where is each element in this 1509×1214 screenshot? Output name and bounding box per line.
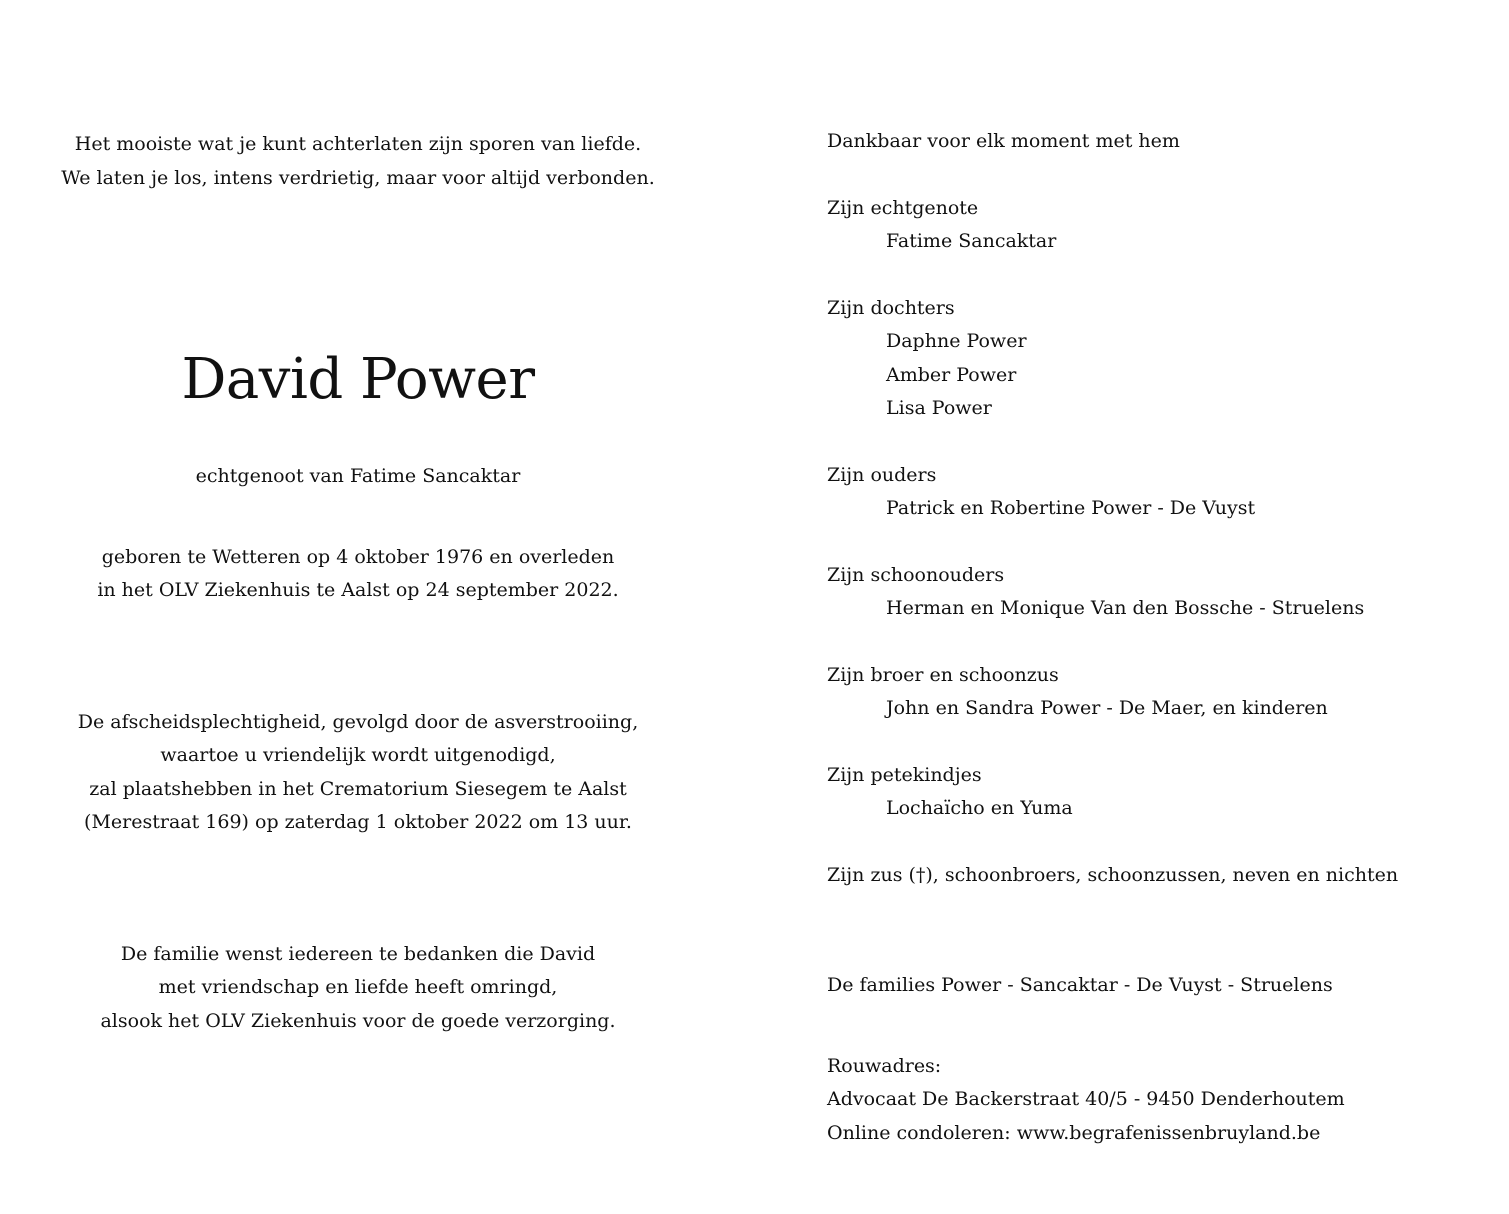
quote-line-2: We laten je los, intens verdrietig, maar voor altijd verbonden.	[61, 166, 655, 189]
relative-group-title: Zijn petekindjes	[827, 763, 982, 786]
relative-group-parents	[827, 459, 1487, 526]
mourning-address	[827, 1050, 1487, 1151]
right-column	[827, 125, 1487, 1150]
relative-group-siblings	[827, 659, 1487, 726]
thanks-message	[58, 938, 658, 1039]
relative-member: Herman en Monique Van den Bossche - Struelens	[886, 597, 1365, 619]
address-street: Advocaat De Backerstraat 40/5 - 9450 Denderhoutem	[827, 1088, 1345, 1110]
relative-group-spouse	[827, 192, 1487, 259]
extended-family-line: Zijn zus (†), schoonbroers, schoonzussen, neven en nichten	[827, 863, 1399, 886]
thanks-line-3: alsook het OLV Ziekenhuis voor de goede verzorging.	[100, 1009, 616, 1032]
ceremony-line-4: (Merestraat 169) op zaterdag 1 oktober 2022 om 13 uur.	[84, 811, 632, 833]
relative-member: Fatime Sancaktar	[886, 230, 1057, 252]
birth-line: geboren te Wetteren op 4 oktober 1976 en overleden	[101, 545, 615, 568]
families-line: De families Power - Sancaktar - De Vuyst - Struelens	[827, 974, 1333, 996]
opening-line: Dankbaar voor elk moment met hem	[827, 130, 1180, 152]
relative-group-title: Zijn dochters	[827, 296, 955, 319]
memorial-quote	[58, 128, 658, 195]
online-condolence-link[interactable]: Online condoleren: www.begrafenissenbruyland.be	[827, 1121, 1321, 1144]
relative-member: Patrick en Robertine Power - De Vuyst	[886, 497, 1256, 519]
relative-group-daughters	[827, 292, 1487, 426]
relative-group-title: Zijn echtgenote	[827, 196, 979, 219]
ceremony-info	[58, 706, 658, 840]
deceased-name: David Power	[181, 347, 535, 412]
relative-group-parents-in-law	[827, 559, 1487, 626]
relative-member: John en Sandra Power - De Maer, en kinderen	[886, 697, 1328, 719]
relative-group-title: Zijn schoonouders	[827, 563, 1005, 586]
thanks-line-1: De familie wenst iedereen te bedanken die David	[120, 942, 596, 965]
relative-group-title: Zijn broer en schoonzus	[827, 663, 1059, 686]
ceremony-line-3: zal plaatshebben in het Crematorium Siesegem te Aalst	[89, 777, 627, 800]
birth-death-info	[58, 541, 658, 608]
relative-member: Amber Power	[886, 363, 1017, 386]
relative-member: Lisa Power	[886, 397, 992, 419]
left-column	[58, 128, 658, 1038]
relative-group-godchildren	[827, 759, 1487, 826]
relative-member: Lochaïcho en Yuma	[886, 797, 1073, 819]
ceremony-line-2: waartoe u vriendelijk wordt uitgenodigd,	[160, 744, 556, 766]
relative-group-title: Zijn ouders	[827, 463, 937, 486]
thanks-line-2: met vriendschap en liefde heeft omringd,	[158, 976, 558, 998]
ceremony-line-1: De afscheidsplechtigheid, gevolgd door de asverstrooiing,	[77, 710, 639, 733]
spouse-line: echtgenoot van Fatime Sancaktar	[195, 465, 521, 487]
death-line: in het OLV Ziekenhuis te Aalst op 24 september 2022.	[97, 579, 619, 601]
quote-line-1: Het mooiste wat je kunt achterlaten zijn sporen van liefde.	[74, 133, 642, 155]
address-label: Rouwadres:	[827, 1054, 942, 1077]
relative-member: Daphne Power	[886, 330, 1027, 352]
